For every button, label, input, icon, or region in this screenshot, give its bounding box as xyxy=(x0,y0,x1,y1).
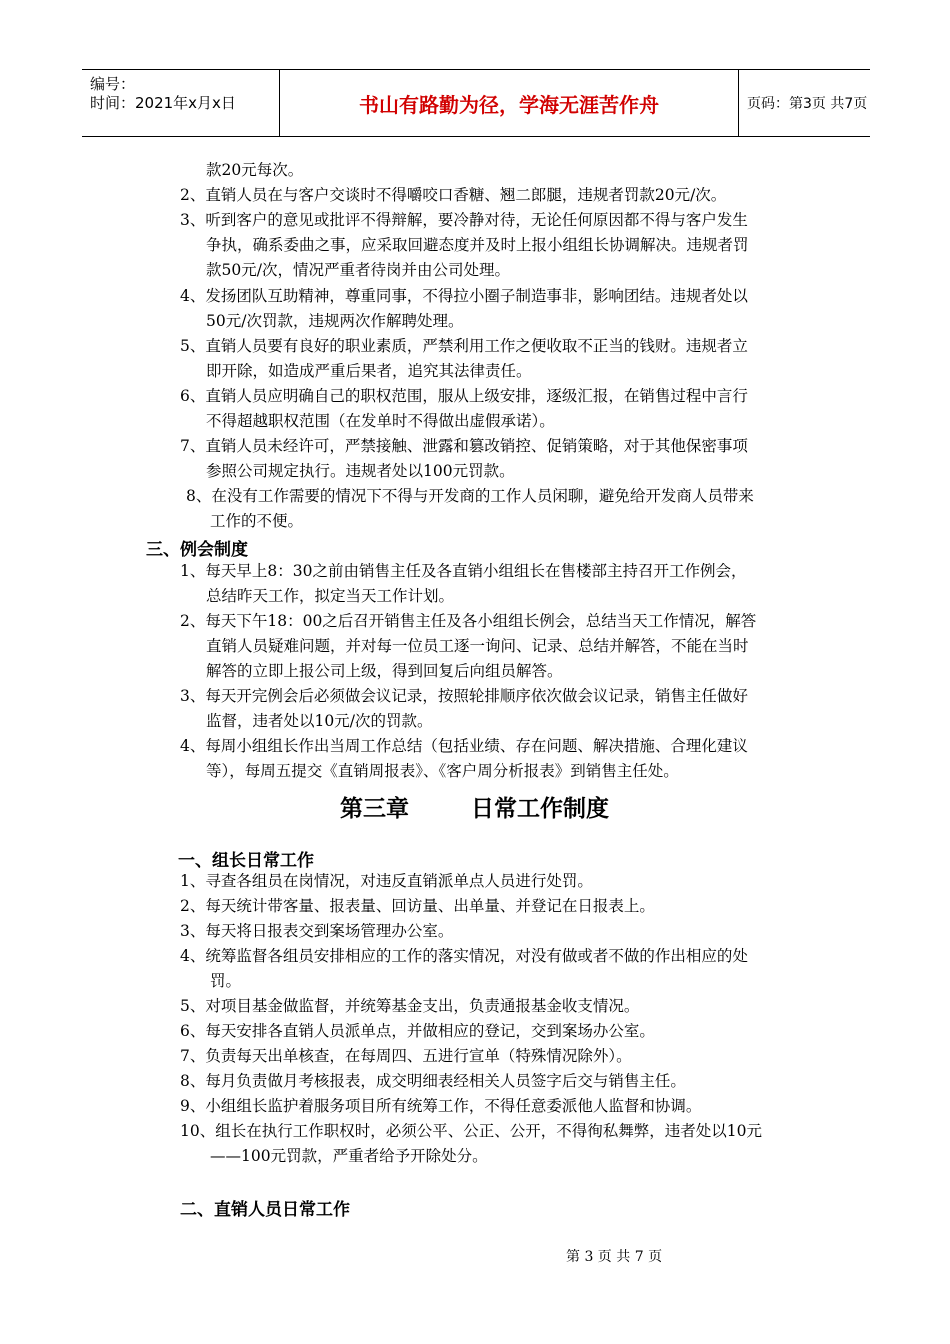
rule-line: 款50元/次，情况严重者待岗并由公司处理。 xyxy=(206,261,510,279)
rule-line: 50元/次罚款，违规两次作解聘处理。 xyxy=(206,312,464,330)
meeting-line: 2、每天下午18：00之后召开销售主任及各小组组长例会，总结当天工作情况，解答 xyxy=(180,612,757,630)
rule-line: 争执，确系委曲之事，应采取回避态度并及时上报小组组长协调解决。违规者罚 xyxy=(206,236,749,254)
rule-line: 即开除，如造成严重后果者，追究其法律责任。 xyxy=(206,362,532,380)
rule-line: 4、发扬团队互助精神，尊重同事，不得拉小圈子制造事非，影响团结。违规者处以 xyxy=(180,287,748,305)
doc-number-label: 编号： xyxy=(90,75,136,93)
rule-line: 7、直销人员未经许可，严禁接触、泄露和篡改销控、促销策略，对于其他保密事项 xyxy=(180,437,748,455)
header-motto: 书山有路勤为径，学海无涯苦作舟 xyxy=(359,92,659,117)
leader-line: 10、组长在执行工作职权时，必须公平、公正、公开，不得徇私舞弊，违者处以10元 xyxy=(180,1122,762,1140)
leader-line: 3、每天将日报表交到案场管理办公室。 xyxy=(180,922,454,940)
section-heading-staff: 二、直销人员日常工作 xyxy=(180,1200,350,1220)
leader-line: 4、统筹监督各组员安排相应的工作的落实情况，对没有做或者不做的作出相应的处 xyxy=(180,947,748,965)
rule-line: 8、在没有工作需要的情况下不得与开发商的工作人员闲聊，避免给开发商人员带来 xyxy=(186,487,754,505)
rule-line: 参照公司规定执行。违规者处以100元罚款。 xyxy=(206,462,515,480)
leader-line: 9、小组组长监护着服务项目所有统筹工作，不得任意委派他人监督和协调。 xyxy=(180,1097,702,1115)
rule-line: 5、直销人员要有良好的职业素质，严禁利用工作之便收取不正当的钱财。违规者立 xyxy=(180,337,748,355)
section-heading-leader: 一、组长日常工作 xyxy=(178,851,314,871)
meeting-line: 等），每周五提交《直销周报表》、《客户周分析报表》到销售主任处。 xyxy=(206,762,679,780)
leader-line: ——100元罚款，严重者给予开除处分。 xyxy=(210,1147,488,1165)
leader-line: 7、负责每天出单核查，在每周四、五进行宣单（特殊情况除外）。 xyxy=(180,1047,632,1065)
leader-line: 6、每天安排各直销人员派单点，并做相应的登记，交到案场办公室。 xyxy=(180,1022,655,1040)
chapter-heading xyxy=(340,790,609,823)
rule-line: 工作的不便。 xyxy=(210,512,304,530)
header-motto-cell xyxy=(279,70,739,136)
rule-line: 款20元每次。 xyxy=(206,161,304,179)
meeting-line: 1、每天早上8：30之前由销售主任及各直销小组组长在售楼部主持召开工作例会， xyxy=(180,562,747,580)
meeting-line: 4、每周小组组长作出当周工作总结（包括业绩、存在问题、解决措施、合理化建议 xyxy=(180,737,748,755)
meeting-line: 监督，违者处以10元/次的罚款。 xyxy=(206,712,433,730)
page-footer: 第 3 页 共 7 页 xyxy=(566,1249,663,1265)
leader-line: 8、每月负责做月考核报表，成交明细表经相关人员签字后交与销售主任。 xyxy=(180,1072,686,1090)
meeting-line: 直销人员疑难问题，并对每一位员工逐一询问、记录、总结并解答，不能在当时 xyxy=(206,637,749,655)
leader-line: 1、寻查各组员在岗情况，对违反直销派单点人员进行处罚。 xyxy=(180,872,593,890)
leader-line: 罚。 xyxy=(210,972,242,990)
meeting-line: 3、每天开完例会后必须做会议记录，按照轮排顺序依次做会议记录，销售主任做好 xyxy=(180,687,748,705)
header-meta xyxy=(82,70,279,136)
page-header xyxy=(82,69,870,137)
header-page-number: 页码：第3页 共7页 xyxy=(747,96,868,112)
section-heading-meeting: 三、例会制度 xyxy=(146,540,248,560)
leader-line: 2、每天统计带客量、报表量、回访量、出单量、并登记在日报表上。 xyxy=(180,897,655,915)
doc-time-label: 时间：2021年x月x日 xyxy=(90,94,236,112)
rule-line: 3、听到客户的意见或批评不得辩解，要冷静对待，无论任何原因都不得与客户发生 xyxy=(180,211,748,229)
chapter-number: 第三章 xyxy=(340,796,409,822)
meeting-line: 解答的立即上报公司上级，得到回复后向组员解答。 xyxy=(206,662,563,680)
rule-line: 不得超越职权范围（在发单时不得做出虚假承诺）。 xyxy=(206,412,555,430)
rule-line: 6、直销人员应明确自己的职权范围，服从上级安排，逐级汇报，在销售过程中言行 xyxy=(180,387,748,405)
rule-line: 2、直销人员在与客户交谈时不得嚼咬口香糖、翘二郎腿，违规者罚款20元/次。 xyxy=(180,186,727,204)
chapter-title: 日常工作制度 xyxy=(471,796,609,822)
meeting-line: 总结昨天工作，拟定当天工作计划。 xyxy=(206,587,455,605)
leader-line: 5、对项目基金做监督，并统筹基金支出，负责通报基金收支情况。 xyxy=(180,997,640,1015)
